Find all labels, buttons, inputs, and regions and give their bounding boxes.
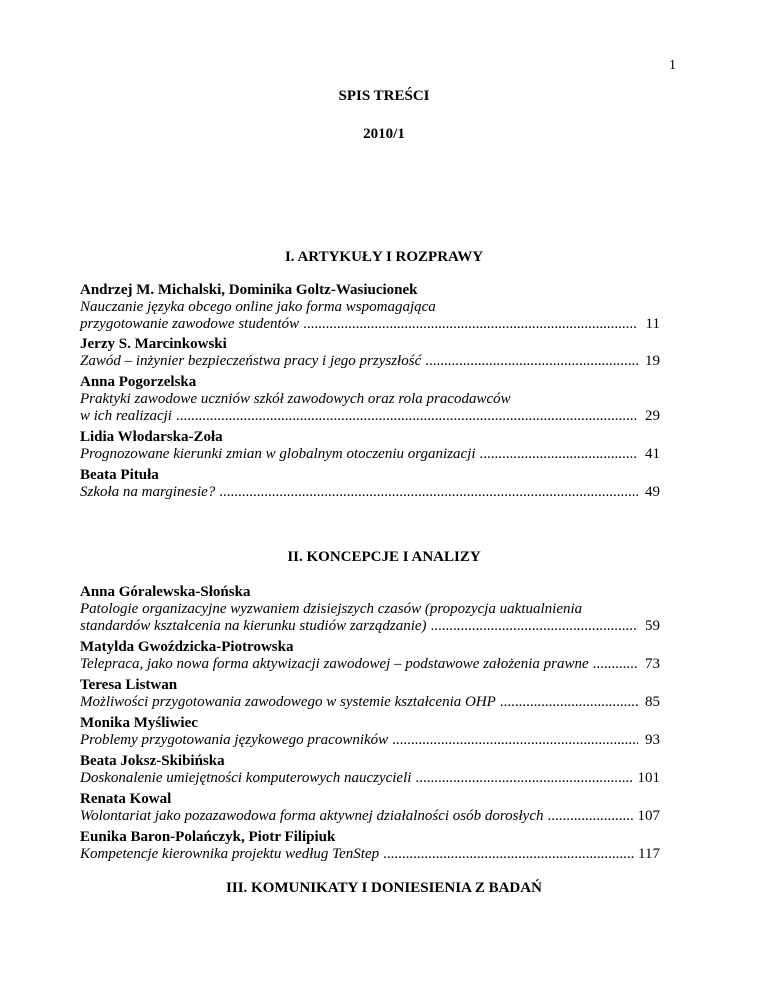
entry-title: Telepraca, jako nowa forma aktywizacji zawodowej – podstawowe założenia prawne	[80, 656, 589, 672]
issue-label: 2010/1	[363, 126, 405, 142]
toc-entry	[80, 584, 660, 635]
toc-entry	[80, 791, 660, 825]
entry-page: 93	[645, 732, 660, 748]
toc-entry	[80, 336, 660, 370]
entry-title: przygotowanie zawodowe studentów	[80, 316, 300, 332]
entry-title: Zawód – inżynier bezpieczeństwa pracy i jego przyszłość	[80, 353, 422, 369]
entry-page: 41	[645, 446, 660, 462]
entry-author: Andrzej M. Michalski, Dominika Goltz-Wasiucionek	[80, 282, 418, 298]
entry-page: 11	[645, 316, 660, 332]
toc-entry	[80, 429, 660, 463]
entry-title: Doskonalenie umiejętności komputerowych nauczycieli	[80, 770, 412, 786]
entry-author: Beata Joksz-Skibińska	[80, 753, 225, 769]
entry-title: Patologie organizacyjne wyzwaniem dzisiejszych czasów (propozycja uaktualnienia	[80, 601, 583, 617]
entry-page: 85	[645, 694, 660, 710]
entry-author: Monika Myśliwiec	[80, 715, 198, 731]
toc-entry	[80, 715, 660, 749]
page-title: SPIS TREŚCI	[338, 88, 430, 104]
toc-entry	[80, 639, 660, 673]
section-heading-1: I. ARTYKUŁY I ROZPRAWY	[284, 249, 484, 265]
entry-title: Możliwości przygotowania zawodowego w systemie kształcenia OHP	[80, 694, 496, 710]
entry-author: Anna Góralewska-Słońska	[80, 584, 251, 600]
entry-title: standardów kształcenia na kierunku studiów zarządzanie)	[80, 618, 427, 634]
entry-title: Wolontariat jako pozazawodowa forma aktywnej działalności osób dorosłych	[80, 808, 544, 824]
entry-title: Szkoła na marginesie?	[80, 484, 216, 500]
leader-dots	[415, 770, 633, 787]
entry-page: 29	[645, 408, 660, 424]
leader-dots	[219, 484, 638, 501]
entry-title: w ich realizacji	[80, 408, 172, 424]
entry-page: 117	[638, 846, 660, 862]
leader-dots	[425, 353, 638, 370]
entry-title: Prognozowane kierunki zmian w globalnym otoczeniu organizacji	[80, 446, 476, 462]
entry-author: Anna Pogorzelska	[80, 374, 197, 390]
leader-dots	[392, 732, 638, 749]
toc-entry	[80, 753, 660, 787]
entry-title: Praktyki zawodowe uczniów szkół zawodowych oraz rola pracodawców	[80, 391, 511, 407]
toc-entry	[80, 282, 660, 333]
entry-page: 49	[645, 484, 660, 500]
toc-entry	[80, 374, 660, 425]
entry-page: 73	[645, 656, 660, 672]
toc-entry	[80, 829, 660, 863]
toc-entry	[80, 677, 660, 711]
entry-author: Matylda Gwoździcka-Piotrowska	[80, 639, 294, 655]
section-heading-2: II. KONCEPCJE I ANALIZY	[287, 549, 481, 565]
entry-page: 101	[637, 770, 660, 786]
entry-author: Renata Kowal	[80, 791, 172, 807]
leader-dots	[303, 316, 638, 333]
leader-dots	[383, 846, 634, 863]
entry-author: Teresa Listwan	[80, 677, 178, 693]
entry-title: Nauczanie języka obcego online jako forma wspomagająca	[80, 299, 436, 315]
leader-dots	[176, 408, 638, 425]
page-number: 1	[669, 58, 676, 73]
entry-author: Beata Pituła	[80, 467, 159, 483]
entry-page: 107	[637, 808, 660, 824]
entry-author: Eunika Baron-Polańczyk, Piotr Filipiuk	[80, 829, 336, 845]
leader-dots	[500, 694, 638, 711]
entry-title: Kompetencje kierownika projektu według TenStep	[80, 846, 380, 862]
leader-dots	[547, 808, 633, 825]
leader-dots	[593, 656, 638, 673]
entry-title: Problemy przygotowania językowego pracowników	[80, 732, 389, 748]
entry-page: 59	[645, 618, 660, 634]
leader-dots	[480, 446, 638, 463]
entry-author: Jerzy S. Marcinkowski	[80, 336, 227, 352]
entry-page: 19	[645, 353, 660, 369]
leader-dots	[431, 618, 638, 635]
entry-author: Lidia Włodarska-Zoła	[80, 429, 223, 445]
section-heading-3: III. KOMUNIKATY I DONIESIENIA Z BADAŃ	[226, 880, 542, 896]
toc-entry	[80, 467, 660, 501]
